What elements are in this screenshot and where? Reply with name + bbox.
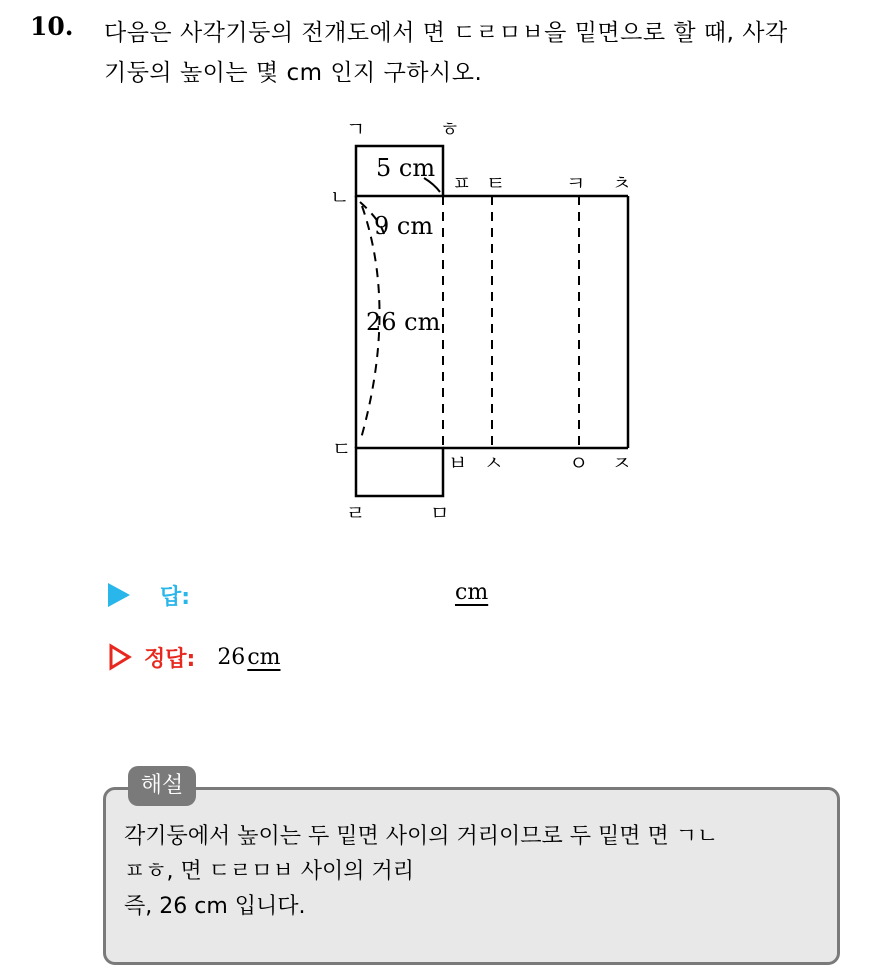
measure-long: 26 cm [366,308,441,336]
correct-answer-row [108,640,281,674]
correct-answer-label: 정답: [144,646,196,672]
answer-unit: cm [455,580,489,605]
answer-triangle-icon [108,583,130,607]
net-bottom-face [356,448,443,496]
explanation-text [124,819,824,924]
measure-top: 5 cm [376,154,436,182]
explanation-line-3: 즉, 26 cm 입니다. [124,894,306,919]
correct-answer-unit: cm [247,644,281,670]
correct-triangle-icon [108,643,132,671]
question-text [104,13,874,93]
vertex-label-d: ㄷ [332,437,352,461]
vertex-label-j: ㅈ [612,451,632,475]
vertex-label-m: ㅁ [430,501,450,525]
vertex-label-t: ㅌ [486,171,506,195]
question-number: 10. [30,12,74,41]
explanation-line-2: ㅍㅎ, 면 ㄷㄹㅁㅂ 사이의 거리 [124,859,414,884]
vertex-label-h: ㅎ [440,117,460,141]
answer-row [108,578,190,612]
vertex-label-ch: ㅊ [612,171,632,195]
vertex-label-o: ㅇ [569,451,589,475]
answer-label: 답: [160,584,191,610]
measure-middle: 9 cm [374,212,434,240]
vertex-label-n: ㄴ [330,185,350,209]
net-diagram [320,110,650,530]
question-line-1: 다음은 사각기둥의 전개도에서 면 ㄷㄹㅁㅂ을 밑면으로 할 때, 사각 [104,20,788,46]
vertex-label-r: ㄹ [346,501,366,525]
vertex-label-g: ㄱ [346,117,366,141]
explanation-tag: 해설 [128,766,196,806]
vertex-label-k: ㅋ [566,171,586,195]
correct-answer-value: 26 [217,644,246,670]
explanation-line-1: 각기둥에서 높이는 두 밑면 사이의 거리이므로 두 밑면 면 ㄱㄴ [124,824,719,849]
vertex-label-s: ㅅ [484,451,504,475]
vertex-label-p: ㅍ [452,171,472,195]
vertex-label-b: ㅂ [448,451,468,475]
question-line-2: 기둥의 높이는 몇 cm 인지 구하시오. [104,60,483,86]
